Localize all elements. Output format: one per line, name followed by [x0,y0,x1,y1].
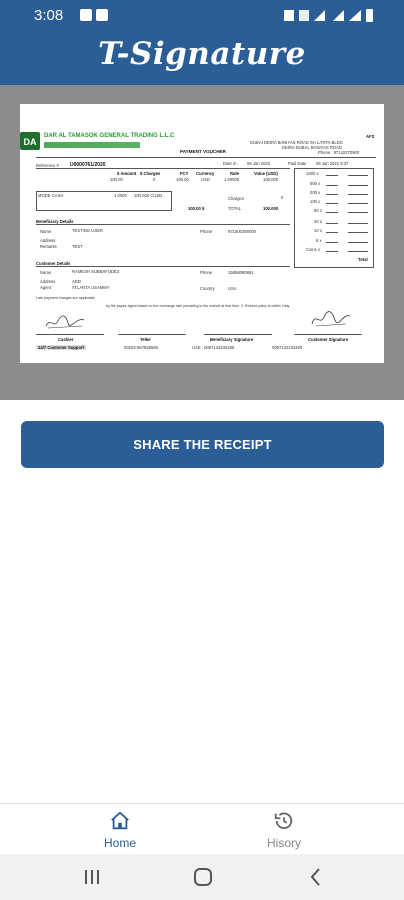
signature-label: Beneficiary Signature [210,337,254,342]
amount-value: 100.000 [263,177,279,182]
signal-icon [314,10,325,21]
reference-label: Reference # [36,163,59,168]
share-receipt-button[interactable]: SHARE THE RECEIPT [21,421,384,468]
notification-icon [80,9,92,21]
status-bar [0,0,404,32]
amount-header: Currency [196,171,215,176]
signature-line [36,334,104,335]
denomination-total-label: Total [358,257,368,262]
charges-label: Charges [228,196,244,201]
mode-value: 1.0000 [114,193,127,198]
battery-icon [366,9,373,22]
denomination-line [326,203,338,204]
customer-agent-label: Agent [40,285,51,290]
denomination-label: 10 x [314,228,322,233]
denomination-line [326,232,338,233]
denomination-line [348,232,368,233]
support-phone: 00202-567826566 [124,345,158,350]
history-icon [273,810,295,832]
denomination-label: 500 x [310,181,321,186]
denomination-line [348,175,368,176]
denomination-line [348,185,368,186]
customer-address-value: ADD [72,279,81,284]
wifi-signal-icon [349,10,361,21]
denomination-line [348,194,368,195]
beneficiary-remarks-label: Remarks [40,244,57,249]
denomination-label: 20 x [314,219,322,224]
mode-label: MODE CASH [38,193,64,198]
support-phone: UAE : 0097142233406 [192,345,235,350]
denomination-line [326,242,338,243]
denomination-box [294,168,374,268]
nav-history[interactable] [183,804,385,855]
denomination-line [326,212,338,213]
system-navigation-bar [0,854,404,900]
beneficiary-name-value: TESTING USER [72,228,103,233]
total-value: 100.000 [263,206,279,211]
signature-line [204,334,272,335]
beneficiary-phone-value: 971500390000 [228,229,256,234]
denomination-line [326,194,338,195]
beneficiary-address-label: Address [40,238,56,243]
note-line-2: by the payee agent based on the exchange rate prevailing in the market at that time. 2. Refund policy is within 7day [106,304,290,308]
amount-header: FCY [180,171,189,176]
voucher-title: PAYMENT VOUCHER [180,149,226,154]
support-label: 24/7 Customer Support [38,345,85,350]
denomination-line [326,175,338,176]
branch-code: AFS [366,134,375,139]
receipt-preview-area [0,85,404,400]
amount-value: USD [201,177,210,182]
amount-value: 0 [153,177,156,182]
address-line-1: DUBAI DEIRA BANIYAS ROAD SH LATIFA BLDG [250,140,343,145]
paid-date-value: 06 Jan 2022 9:37 [316,161,349,166]
customer-phone-value: 15868090861 [228,270,254,275]
customer-name-value: RAMESH SUBBAFUDE3 [72,269,120,274]
divider [36,157,376,158]
customer-signature [310,308,352,328]
signature-label: Cashier [58,337,74,342]
home-icon [109,810,131,832]
denomination-line [348,223,368,224]
back-icon[interactable] [304,866,328,888]
customer-name-label: Name [40,270,52,275]
notification-icon [96,9,108,21]
denomination-line [348,242,368,243]
denomination-line [348,203,368,204]
customer-phone-label: Phone [200,270,213,275]
mode-value: 100.000 CUSD [134,193,163,198]
signature-label: Customer Signature [308,337,349,342]
denomination-label: 1000 x [306,171,319,176]
amount-header: $ Amount [117,171,137,176]
signature-line [118,334,186,335]
denomination-label: Coins x [306,247,320,252]
divider [36,224,290,225]
company-name: DAR AL TAMASOK GENERAL TRADING L.L.C [44,133,175,139]
customer-section-title: Customer Details [36,261,71,266]
system-home-icon[interactable] [191,866,215,888]
nav-home-label: Home [103,836,136,850]
support-phone: 0097142233406 [272,345,303,350]
company-arabic-name [44,142,140,148]
recents-icon[interactable] [80,866,104,888]
denomination-line [348,212,368,213]
company-logo [19,130,41,152]
divider [36,168,290,169]
nav-history-label: Hisory [266,836,301,850]
denomination-label: 200 x [310,190,321,195]
customer-country-value: USA [228,286,237,291]
app-title: T-Signature [98,36,306,72]
paid-date-label: Paid Date : [288,161,309,166]
denomination-line [348,251,368,252]
bottom-navigation [0,803,404,854]
charges-value: 0 [281,195,284,200]
date-in-label: Date in : [223,161,239,166]
amount-header: $ Charges [140,171,161,176]
amount-header: Rate [230,171,240,176]
app-header [0,0,404,85]
amount-value: 100.00 [110,177,123,182]
denomination-label: 50 x [314,208,322,213]
denomination-line [326,251,338,252]
date-in-value: 06 Jan 2022 [247,161,271,166]
denomination-line [326,185,338,186]
denomination-label: 100 x [310,199,321,204]
amount-header: Value (USD) [254,171,278,176]
phone-text: Phone : 97142370900 [318,150,360,155]
signature-label: Teller [140,337,151,342]
beneficiary-section-title: Beneficiary Details [36,219,74,224]
customer-country-label: Country [200,286,215,291]
customer-address-label: Address [40,279,56,284]
signature-line [294,334,362,335]
total-amount: 100.00 $ [188,206,205,211]
beneficiary-phone-label: Phone [200,229,213,234]
signal-icon [333,10,344,21]
svg-text:DA: DA [23,137,37,147]
customer-agent-value: ATLANTA USAMMY [72,285,110,290]
reference-value: U0000761/2020 [70,162,106,168]
beneficiary-name-label: Name [40,229,52,234]
note-line-1: Late payment charges are applicable [36,296,95,300]
divider [36,266,290,267]
denomination-line [326,223,338,224]
amount-value: 100.00 [176,177,189,182]
amount-value: 1.00000 [224,177,240,182]
denomination-label: 5 x [316,238,322,243]
cashier-signature [44,311,86,331]
receipt-image [20,104,384,363]
address-line-2: DEIRA DUBAI, BANIYAS ROAD [282,145,342,150]
beneficiary-remarks-value: TEST [72,244,83,249]
total-label: TOTAL [228,206,242,211]
vibrate-icon [299,10,309,21]
status-time: 3:08 [34,7,64,24]
alarm-icon [284,10,294,21]
